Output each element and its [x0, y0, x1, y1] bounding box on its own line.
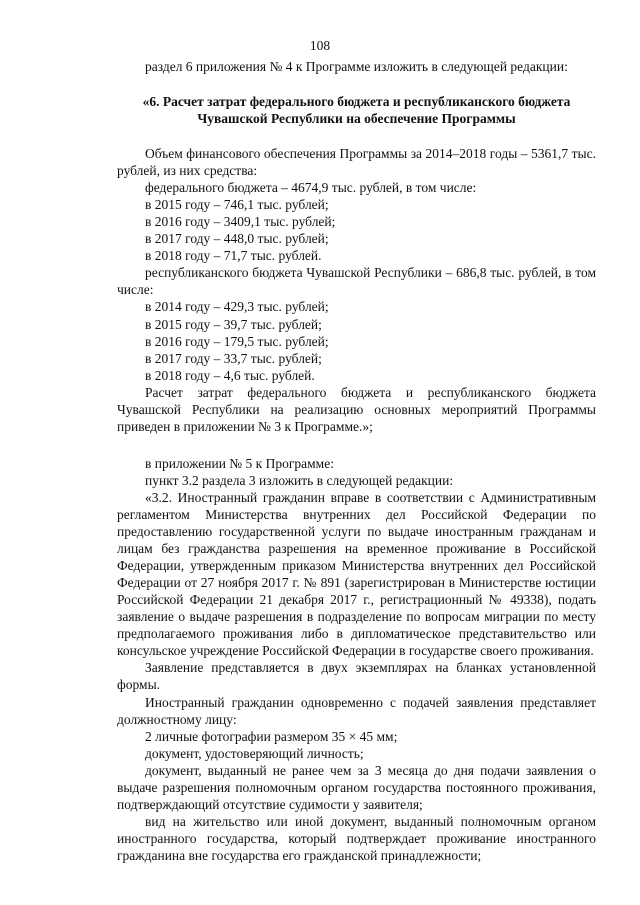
section-title-line2: Чувашской Республики на обеспечение Программы	[197, 111, 516, 127]
document-list-item: документ, удостоверяющий личность;	[145, 745, 364, 761]
page-number: 108	[309, 38, 331, 53]
section-title	[117, 93, 596, 127]
federal-year-item: в 2018 году – 71,7 тыс. рублей.	[145, 248, 322, 264]
appendix5-paragraph-3: Иностранный гражданин одновременно с подачей заявления представляет должностному лицу:	[117, 694, 596, 727]
republic-year-item: в 2014 году – 429,3 тыс. рублей;	[145, 299, 329, 315]
finance-total: Объем финансового обеспечения Программы за 2014–2018 годы – 5361,7 тыс. рублей, из них средства:	[117, 146, 596, 179]
federal-year-item: в 2016 году – 3409,1 тыс. рублей;	[145, 214, 336, 230]
federal-year-item: в 2015 году – 746,1 тыс. рублей;	[145, 197, 329, 213]
republic-year-item: в 2017 году – 33,7 тыс. рублей;	[145, 350, 322, 366]
intro-paragraph: раздел 6 приложения № 4 к Программе изложить в следующей редакции:	[145, 59, 568, 74]
finance-calc-paragraph: Расчет затрат федерального бюджета и республиканского бюджета Чувашской Республики на реализацию основных мероприятий Программы приведен в приложении № 3 к Программе.»;	[117, 384, 596, 434]
republic-year-item: в 2018 году – 4,6 тыс. рублей.	[145, 367, 315, 383]
finance-republic: республиканского бюджета Чувашской Республики – 686,8 тыс. рублей, в том числе:	[117, 265, 596, 298]
document-list-item: вид на жительство или иной документ, выданный полномочным органом иностранного государства, который подтверждает проживание иностранного гражданина вне государства его гражданской принадлежности;	[117, 813, 596, 863]
finance-federal: федерального бюджета – 4674,9 тыс. рублей, в том числе:	[145, 180, 477, 196]
republic-year-item: в 2015 году – 39,7 тыс. рублей;	[145, 316, 322, 332]
document-list-item: документ, выданный не ранее чем за 3 месяца до дня подачи заявления о выдаче разрешения полномочным органом государства постоянного проживания, подтверждающий отсутствие судимости у заявителя;	[117, 762, 596, 812]
appendix5-point: пункт 3.2 раздела 3 изложить в следующей редакции:	[145, 472, 454, 488]
document-body	[117, 58, 596, 864]
section-title-line1: «6. Расчет затрат федерального бюджета и республиканского бюджета	[142, 94, 571, 110]
appendix5-paragraph-1: «3.2. Иностранный гражданин вправе в соответствии с Административным регламентом Министерства внутренних дел Российской Федерации по предоставлению государственной услуги по выдаче иностранным гражданам и лицам без гражданства разрешения на временное проживание в Российской Федерации, утвержденным приказом Министерства внутренних дел Российской Федерации от 27 ноября 2017 г. № 891 (зарегистрирован в Министерстве юстиции Российской Федерации 21 декабря 2017 г., регистрационный № 49338), подать заявление о выдаче разрешения в подразделение по вопросам миграции по месту предполагаемого проживания либо в дипломатическое представительство или консульское учреждение Российской Федерации в государстве своего проживания.	[117, 489, 596, 659]
document-list-item: 2 личные фотографии размером 35 × 45 мм;	[145, 728, 398, 744]
appendix5-intro: в приложении № 5 к Программе:	[145, 455, 334, 471]
republic-year-item: в 2016 году – 179,5 тыс. рублей;	[145, 333, 329, 349]
paragraph-gap	[117, 435, 596, 455]
federal-year-item: в 2017 году – 448,0 тыс. рублей;	[145, 231, 329, 247]
appendix5-paragraph-2: Заявление представляется в двух экземплярах на бланках установленной формы.	[117, 660, 596, 693]
